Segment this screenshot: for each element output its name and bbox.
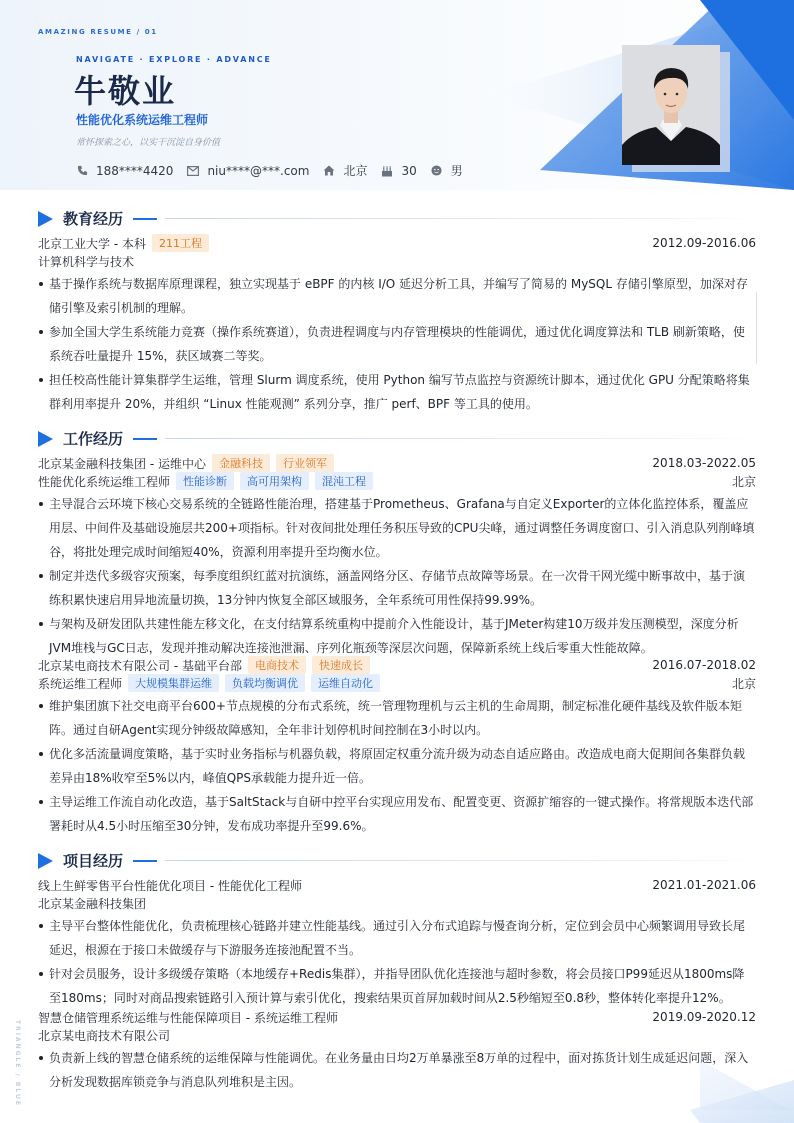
contact-phone — [76, 164, 173, 178]
list-item: 与架构及研发团队共建性能左移文化，在支付结算系统重构中提前介入性能设计，基于JMeter构建10万级并发压测模型，深度分析JVM堆栈与GC日志，发现并推动解决连接池泄漏、序列化瓶颈等深层次问题，保障新系统上线后零重大性能故障。 — [38, 612, 756, 660]
project-entry-1 — [38, 876, 756, 1010]
project-section-title — [38, 850, 756, 871]
cake-icon — [381, 165, 393, 177]
list-item: 主导运维工作流自动化改造，基于SaltStack与自研中控平台实现应用发布、配置变更、资源扩缩容的一键式操作。将常规版本迭代部署耗时从4.5小时压缩至30分钟，发布成功率提升至99.6%。 — [38, 790, 756, 838]
skill-tag: 运维自动化 — [311, 674, 380, 692]
side-rule — [756, 292, 757, 364]
work-bullets — [38, 694, 756, 838]
section-divider — [165, 860, 756, 861]
list-item: 制定并迭代多级容灾预案，每季度组织红蓝对抗演练，涵盖网络分区、存储节点故障等场景。在一次骨干网光缆中断事故中，基于演练积累快速启用异地流量切换，13分钟内恢复全部区域服务，全年系统可用性保持99.99%。 — [38, 564, 756, 612]
position-title: 性能优化系统运维工程师 — [38, 474, 171, 489]
education-section-title — [38, 208, 756, 229]
project-org: 北京某金融科技集团 — [38, 896, 147, 911]
job-title: 性能优化系统运维工程师 — [76, 113, 209, 127]
work-city: 北京 — [731, 474, 756, 489]
skill-tag: 负载均衡调优 — [225, 674, 305, 692]
position-title: 系统运维工程师 — [38, 676, 123, 691]
list-item: 优化多活流量调度策略，基于实时业务指标与机器负载，将原固定权重分流升级为动态自适应路由。改造成电商大促期间各集群负载差异由18%收窄至5%以内，峰值QPS承载能力提升近一倍。 — [38, 742, 756, 790]
work-section-title — [38, 428, 756, 449]
home-icon — [323, 165, 335, 177]
section-divider — [165, 218, 756, 219]
project-org: 北京某电商技术有限公司 — [38, 1028, 171, 1043]
section-accent-line — [133, 218, 157, 220]
work-bullets — [38, 492, 756, 660]
list-item: 针对会员服务，设计多级缓存策略（本地缓存+Redis集群），并指导团队优化连接池与超时参数，将会员接口P99延迟从1800ms降至180ms；同时对商品搜索链路引入预计算与索引优化，搜索结果页首屏加载时间从2.5秒缩短至0.8秒，整体转化率提升12%。 — [38, 962, 756, 1010]
mail-icon — [187, 165, 199, 177]
city: 北京 — [343, 164, 368, 178]
company-name: 北京某金融科技集团 - 运维中心 — [38, 456, 206, 471]
motto: 常怀探索之心，以实干沉淀自身价值 — [76, 138, 221, 148]
candidate-name: 牛敬业 — [74, 72, 177, 110]
company-name: 北京某电商技术有限公司 - 基础平台部 — [38, 658, 242, 673]
resume-number-tag: AMAZING RESUME / 01 — [38, 28, 158, 36]
education-bullets — [38, 272, 756, 416]
list-item: 担任校高性能计算集群学生运维，管理 Slurm 调度系统，使用 Python 编写节点监控与资源统计脚本，通过优化 GPU 分配策略将集群利用率提升 20%，并组织 “Linux 性能观测” 系列分享，推广 perf、BPF 等工具的使用。 — [38, 368, 756, 416]
gender: 男 — [450, 164, 463, 178]
project-date: 2019.09-2020.12 — [652, 1010, 756, 1024]
contact-bar — [76, 162, 477, 179]
work-date: 2016.07-2018.02 — [652, 658, 756, 672]
project-date: 2021.01-2021.06 — [652, 878, 756, 892]
section-accent-line — [133, 860, 157, 862]
skill-tag: 大规模集群运维 — [128, 674, 219, 692]
company-tag: 金融科技 — [212, 454, 270, 472]
list-item: 参加全国大学生系统能力竞赛（操作系统赛道），负责进程调度与内存管理模块的性能调优，通过优化调度算法和 TLB 刷新策略，使系统吞吐量提升 15%，获区域赛二等奖。 — [38, 320, 756, 368]
list-item: 主导混合云环境下核心交易系统的全链路性能治理，搭建基于Prometheus、Grafana与自定义Exporter的立体化监控体系，覆盖应用层、中间件及基础设施层共200+项指标。针对夜间批处理任务积压导致的CPU尖峰，通过调整任务调度窗口、引入消息队列削峰填谷，将批处理完成时间缩短40%，资源利用率提升至均衡水位。 — [38, 492, 756, 564]
list-item: 负责新上线的智慧仓储系统的运维保障与性能调优。在业务量由日均2万单暴涨至8万单的过程中，面对拣货计划生成延迟问题，深入分析发现数据库锁竞争与消息队列堆积是主因。 — [38, 1046, 756, 1094]
school-tag: 211工程 — [152, 234, 209, 252]
section-triangle-icon — [38, 211, 53, 227]
work-entry-1 — [38, 454, 756, 660]
education-entry — [38, 234, 756, 416]
face-icon — [431, 165, 443, 177]
list-item: 基于操作系统与数据库原理课程，独立实现基于 eBPF 的内核 I/O 延迟分析工具，并编写了简易的 MySQL 存储引擎原型，加深对存储引擎及索引机制的理解。 — [38, 272, 756, 320]
skill-tag: 混沌工程 — [315, 472, 373, 490]
major: 计算机科学与技术 — [38, 254, 135, 269]
project-name: 智慧仓储管理系统运维与性能保障项目 - 系统运维工程师 — [38, 1010, 338, 1025]
work-city: 北京 — [731, 676, 756, 691]
list-item: 维护集团旗下社交电商平台600+节点规模的分布式系统，统一管理物理机与云主机的生命周期，制定标准化硬件基线及软件版本矩阵。通过自研Agent实现分钟级故障感知，全年非计划停机时间控制在3小时以内。 — [38, 694, 756, 742]
section-heading: 项目经历 — [63, 852, 124, 870]
contact-age — [381, 164, 416, 178]
list-item: 主导平台整体性能优化，负责梳理核心链路并建立性能基线。通过引入分布式追踪与慢查询分析，定位到会员中心频繁调用导致长尾延迟，根源在于接口未做缓存与下游服务连接池配置不当。 — [38, 914, 756, 962]
side-watermark: TRIANGLE / BLUE — [14, 1020, 21, 1107]
company-tag: 行业领军 — [276, 454, 334, 472]
phone-number: 188****4420 — [96, 163, 174, 178]
section-heading: 教育经历 — [63, 210, 124, 228]
work-entry-2 — [38, 656, 756, 838]
section-heading: 工作经历 — [63, 430, 124, 448]
project-bullets — [38, 1046, 756, 1094]
section-accent-line — [133, 438, 157, 440]
company-tag: 电商技术 — [248, 656, 306, 674]
project-bullets — [38, 914, 756, 1010]
education-date: 2012.09-2016.06 — [652, 236, 756, 250]
project-name: 线上生鲜零售平台性能优化项目 - 性能优化工程师 — [38, 878, 302, 893]
project-entry-2 — [38, 1008, 756, 1094]
email-address: niu****@***.com — [207, 163, 310, 178]
profile-photo — [622, 45, 720, 165]
work-date: 2018.03-2022.05 — [652, 456, 756, 470]
section-divider — [165, 438, 756, 439]
contact-email — [187, 164, 309, 178]
contact-gender — [431, 162, 463, 179]
contact-city — [323, 162, 367, 179]
skill-tag: 性能诊断 — [176, 472, 234, 490]
slogan-tag: NAVIGATE · EXPLORE · ADVANCE — [76, 55, 272, 64]
age: 30 — [401, 163, 417, 178]
section-triangle-icon — [38, 431, 53, 447]
company-tag: 快速成长 — [312, 656, 370, 674]
skill-tag: 高可用架构 — [240, 472, 309, 490]
school-name: 北京工业大学 - 本科 — [38, 236, 146, 251]
phone-icon — [76, 165, 88, 177]
section-triangle-icon — [38, 853, 53, 869]
